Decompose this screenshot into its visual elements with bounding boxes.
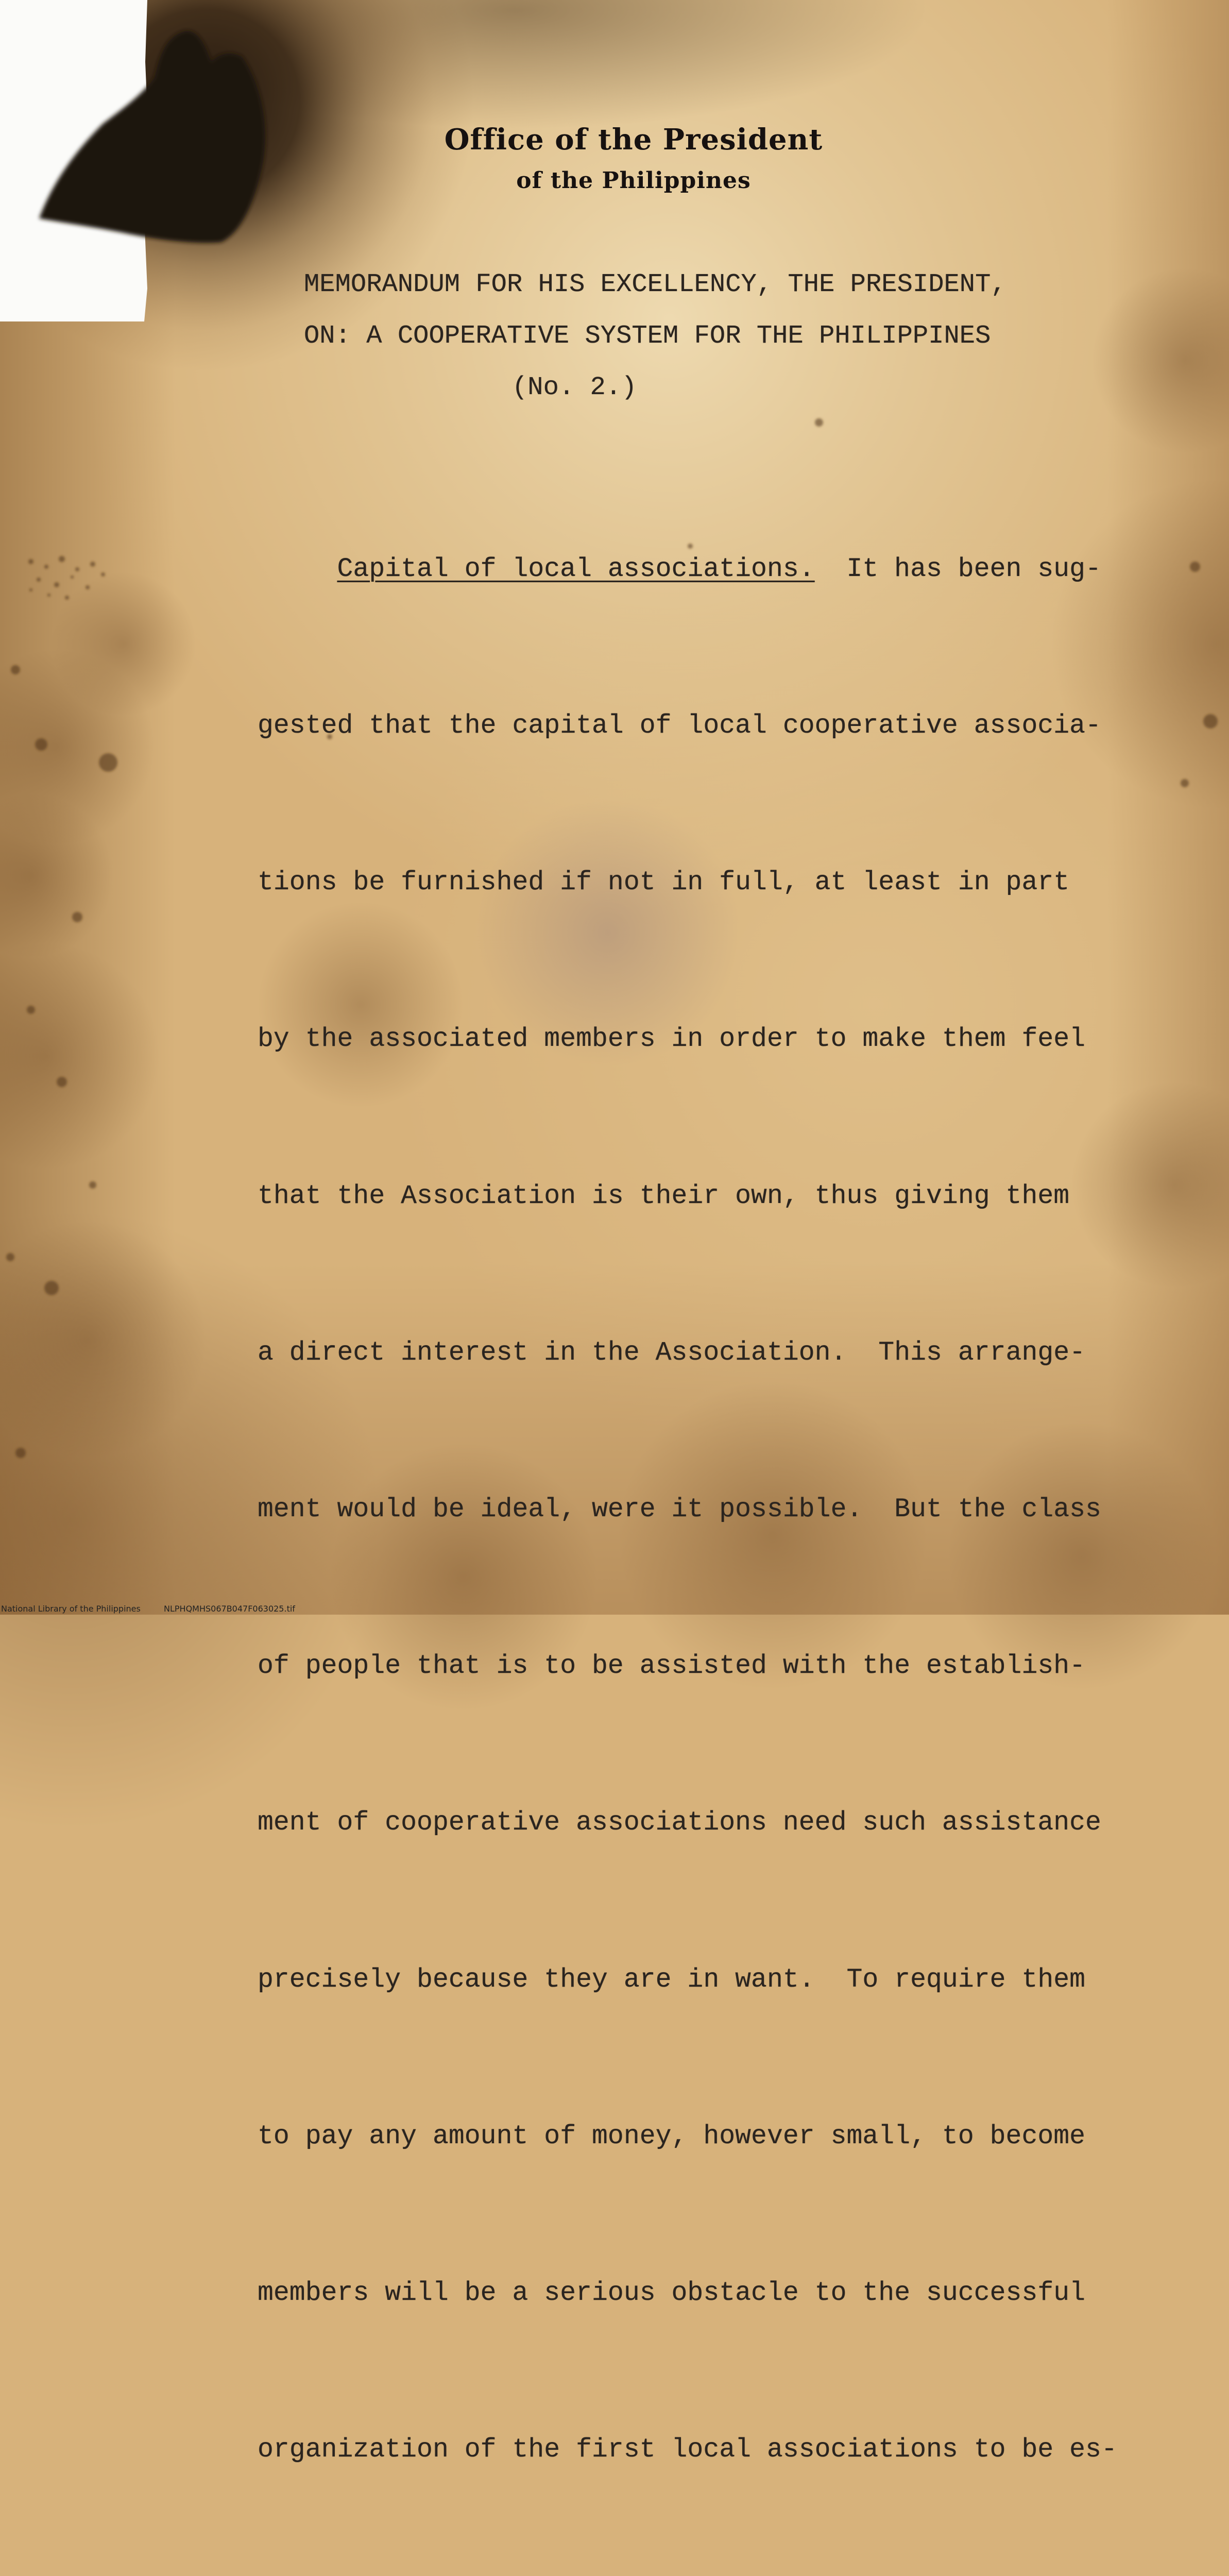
letterhead-office: Office of the President bbox=[444, 123, 823, 157]
scan-filename: NLPHQMHS067B047F063025.tif bbox=[164, 1604, 295, 1614]
memo-title-line-2: ON: A COOPERATIVE SYSTEM FOR THE PHILIPPINES bbox=[304, 321, 991, 351]
body-line-5: that the Association is their own, thus giving them bbox=[258, 1181, 1070, 1211]
body-line-2: gested that the capital of local cooperative associa- bbox=[258, 711, 1101, 741]
letterhead-country: of the Philippines bbox=[516, 167, 751, 194]
memo-number: (No. 2.) bbox=[512, 373, 637, 402]
body-line-3: tions be furnished if not in full, at least in part bbox=[258, 868, 1070, 898]
body-line-13: organization of the first local associations to be es- bbox=[258, 2435, 1117, 2465]
body-line-9: ment of cooperative associations need such assistance bbox=[258, 1808, 1101, 1838]
body-line-4: by the associated members in order to make them feel bbox=[258, 1024, 1086, 1055]
body-line-7: ment would be ideal, were it possible. But the class bbox=[258, 1495, 1101, 1525]
scan-credit: National Library of the Philippines bbox=[1, 1604, 141, 1614]
memo-body bbox=[258, 439, 1185, 2576]
body-line-11: to pay any amount of money, however small, to become bbox=[258, 2121, 1086, 2151]
memo-title-line-1: MEMORANDUM FOR HIS EXCELLENCY, THE PRESIDENT, bbox=[304, 270, 1006, 299]
body-line-10: precisely because they are in want. To require them bbox=[258, 1964, 1086, 1995]
body-line-12: members will be a serious obstacle to the successful bbox=[258, 2278, 1086, 2309]
body-line-8: of people that is to be assisted with the establish- bbox=[258, 1651, 1086, 1682]
body-line-6: a direct interest in the Association. This arrange- bbox=[258, 1337, 1086, 1368]
body-line-1-text: It has been sug- bbox=[846, 554, 1101, 584]
section-heading: Capital of local associations. bbox=[337, 554, 815, 584]
body-line-1 bbox=[258, 544, 1185, 596]
